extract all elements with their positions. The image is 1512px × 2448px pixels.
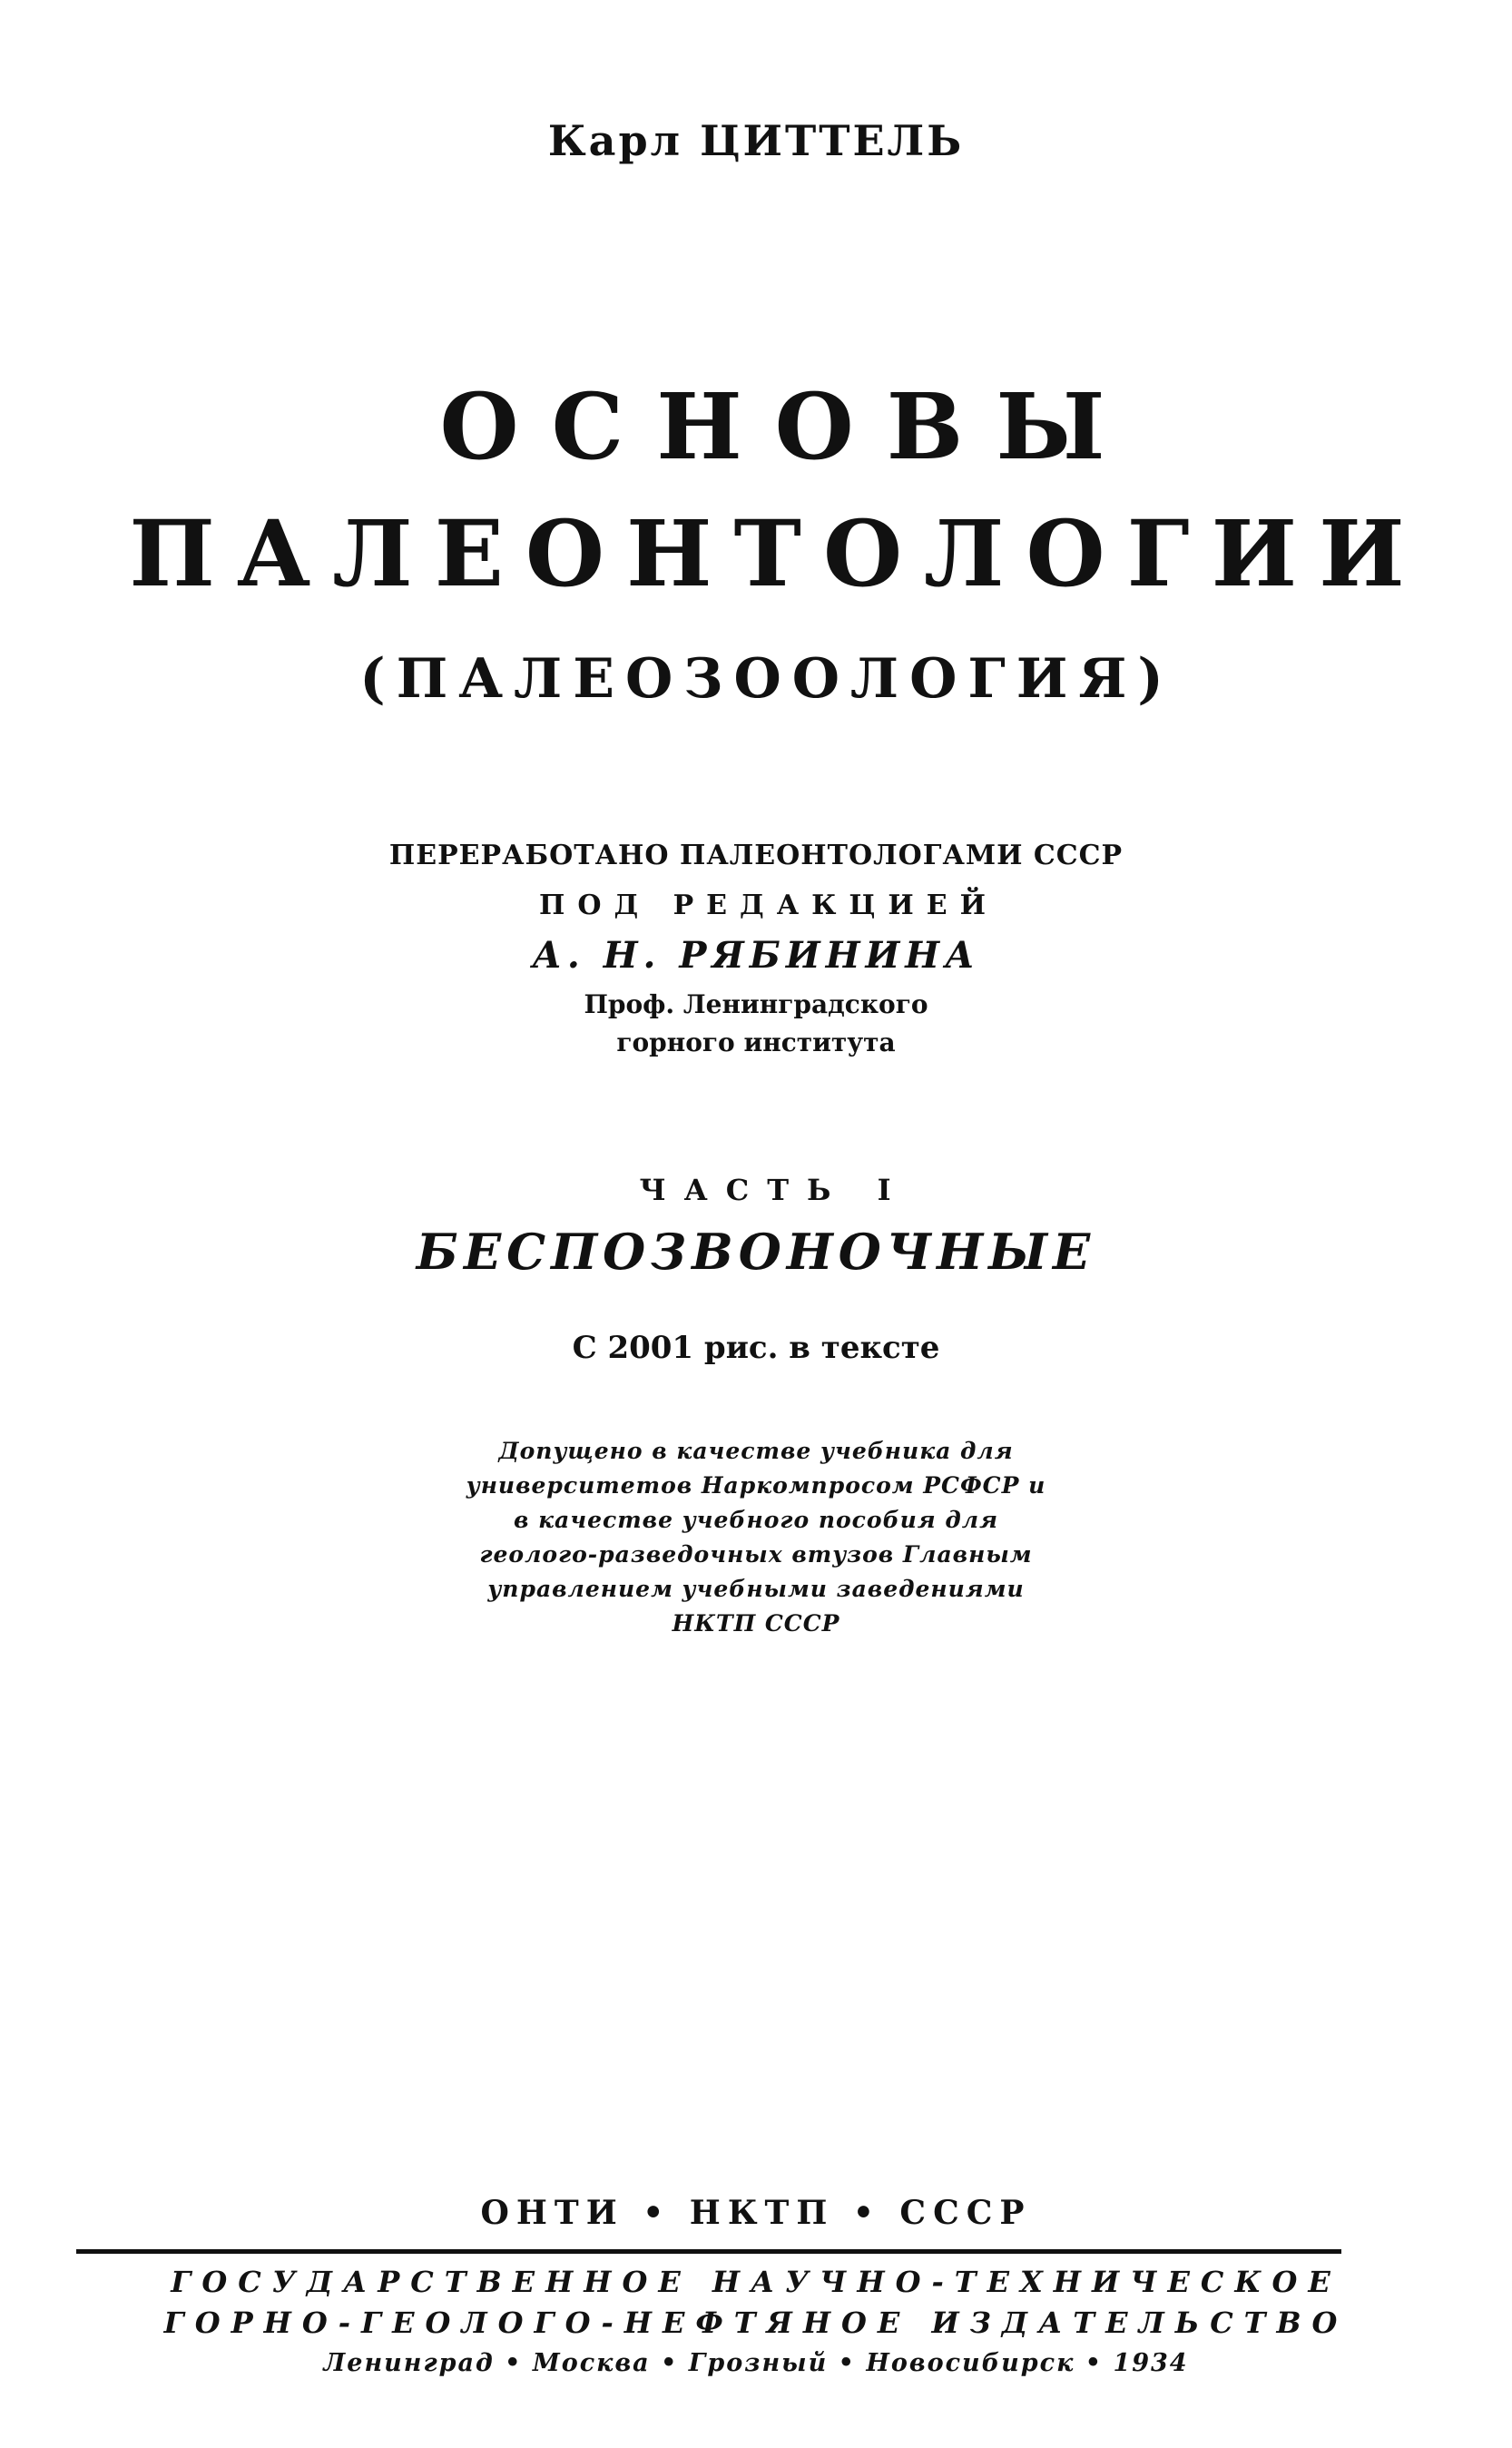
editor-title-line-2: горного института — [616, 1027, 896, 1057]
approval-line: управлением учебными заведениями — [487, 1576, 1025, 1602]
approval-note — [0, 1434, 1512, 1641]
divider-rule — [76, 2249, 1341, 2254]
volume-title: БЕСПОЗВОНОЧНЫЕ — [416, 1223, 1096, 1281]
publication-cities-year: Ленинград • Москва • Грозный • Новосибирск • 1934 — [323, 2349, 1189, 2377]
editor-title-line-1: Проф. Ленинградского — [584, 989, 928, 1019]
publisher-short: ОНТИ • НКТП • СССР — [480, 2194, 1032, 2232]
figures-note: С 2001 рис. в тексте — [572, 1330, 940, 1366]
approval-line: университетов Наркомпросом РСФСР и — [466, 1472, 1046, 1499]
publisher-line-1: ГОСУДАРСТВЕННОЕ НАУЧНО-ТЕХНИЧЕСКОЕ — [171, 2265, 1341, 2299]
editorship-label: ПОД РЕДАКЦИЕЙ — [539, 890, 998, 921]
book-title-line-2: ПАЛЕОНТОЛОГИИ — [129, 500, 1427, 607]
part-label: ЧАСТЬ I — [639, 1173, 909, 1207]
book-title-line-1: ОСНОВЫ — [439, 373, 1138, 480]
book-subtitle: (ПАЛЕОЗООЛОГИЯ) — [359, 647, 1174, 711]
publisher-line-2: ГОРНО-ГЕОЛОГО-НЕФТЯНОЕ ИЗДАТЕЛЬСТВО — [163, 2305, 1349, 2340]
approval-line: в качестве учебного пособия для — [513, 1507, 998, 1533]
reworked-note: ПЕРЕРАБОТАНО ПАЛЕОНТОЛОГАМИ СССР — [388, 840, 1124, 871]
approval-line: Допущено в качестве учебника для — [498, 1438, 1014, 1464]
author-name: Карл ЦИТТЕЛЬ — [547, 116, 965, 165]
editor-name: А. Н. РЯБИНИНА — [532, 934, 980, 977]
approval-line: геолого-разведочных втузов Главным — [479, 1541, 1033, 1568]
approval-line: НКТП СССР — [672, 1610, 840, 1637]
